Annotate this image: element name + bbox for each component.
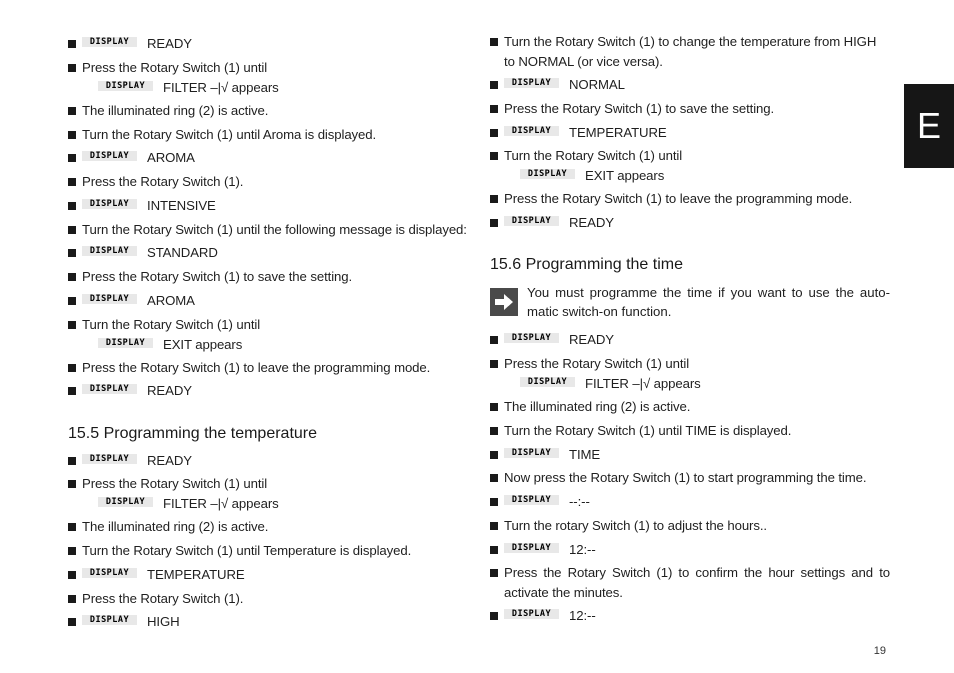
display-label-icon: DISPLAY: [504, 448, 559, 458]
bullet-square-icon: [68, 249, 76, 257]
display-label-icon: DISPLAY: [504, 78, 559, 88]
bullet-square-icon: [68, 154, 76, 162]
item-text: [490, 563, 890, 603]
item-text: [490, 540, 890, 560]
item-text: [68, 589, 468, 609]
item-text: [490, 99, 890, 119]
display-readout-item: [68, 34, 468, 54]
instruction-text: Turn the Rotary Switch (1) until TIME is displayed.: [504, 423, 792, 438]
bullet-square-icon: [68, 321, 76, 329]
instruction-item: [490, 397, 890, 417]
display-value: 12:--: [569, 542, 596, 557]
display-readout-item: [68, 243, 468, 263]
display-value: READY: [569, 215, 614, 230]
item-text: [68, 34, 468, 54]
item-text: [68, 315, 468, 355]
display-value: AROMA: [147, 293, 195, 308]
display-label-icon: DISPLAY: [98, 497, 153, 507]
instruction-item: [68, 220, 468, 240]
instruction-item: [490, 189, 890, 209]
display-readout-item: [490, 492, 890, 512]
display-label-icon: DISPLAY: [82, 615, 137, 625]
instruction-item: [68, 267, 468, 287]
item-text: [490, 421, 890, 441]
display-value: INTENSIVE: [147, 198, 216, 213]
bullet-square-icon: [68, 457, 76, 465]
bullet-square-icon: [490, 336, 498, 344]
instruction-item: [490, 354, 890, 394]
display-value: STANDARD: [147, 245, 218, 260]
instruction-text: Press the Rotary Switch (1) to save the setting.: [504, 101, 775, 116]
instruction-text: Press the Rotary Switch (1).: [82, 591, 244, 606]
item-text: [68, 565, 468, 585]
bullet-square-icon: [490, 360, 498, 368]
display-readout-item: [68, 565, 468, 585]
bullet-square-icon: [68, 523, 76, 531]
display-value: TEMPERATURE: [569, 125, 667, 140]
instruction-text: Turn the Rotary Switch (1) until Temperature is displayed.: [82, 543, 412, 558]
display-value: READY: [147, 383, 192, 398]
item-text: [68, 125, 468, 145]
display-readout: [82, 335, 468, 355]
instruction-text: Turn the Rotary Switch (1) until: [504, 148, 683, 163]
instruction-text: Press the Rotary Switch (1) until: [504, 356, 690, 371]
bullet-square-icon: [490, 522, 498, 530]
instruction-text: Turn the Rotary Switch (1) to change the temperature from HIGH to NORMAL (or vice versa).: [504, 34, 877, 69]
bullet-square-icon: [68, 178, 76, 186]
instruction-item: [68, 517, 468, 537]
display-readout-item: [490, 540, 890, 560]
bullet-square-icon: [68, 273, 76, 281]
instruction-text: Press the Rotary Switch (1) to save the setting.: [82, 269, 353, 284]
instruction-text: The illuminated ring (2) is active.: [504, 399, 691, 414]
instruction-text: Turn the Rotary Switch (1) until: [82, 317, 261, 332]
item-text: [68, 243, 468, 263]
bullet-square-icon: [68, 107, 76, 115]
bullet-square-icon: [490, 38, 498, 46]
display-value: READY: [569, 332, 614, 347]
display-value: READY: [147, 453, 192, 468]
instruction-text: Press the Rotary Switch (1) to leave the programming mode.: [82, 360, 431, 375]
page-number: 19: [873, 645, 886, 657]
instruction-item: [490, 421, 890, 441]
instruction-text: Press the Rotary Switch (1) until: [82, 60, 268, 75]
item-text: [490, 330, 890, 350]
item-text: [68, 381, 468, 401]
display-label-icon: DISPLAY: [82, 37, 137, 47]
item-text: [68, 474, 468, 514]
display-label-icon: DISPLAY: [82, 568, 137, 578]
bullet-square-icon: [490, 152, 498, 160]
bullet-square-icon: [490, 219, 498, 227]
display-label-icon: DISPLAY: [504, 495, 559, 505]
instruction-text: Press the Rotary Switch (1) until: [82, 476, 268, 491]
bullet-square-icon: [490, 612, 498, 620]
item-text: [68, 220, 468, 240]
instruction-item: [490, 32, 890, 72]
display-label-icon: DISPLAY: [82, 294, 137, 304]
display-readout-item: [490, 123, 890, 143]
display-readout-item: [68, 148, 468, 168]
item-text: [68, 541, 468, 561]
display-readout-item: [68, 612, 468, 632]
display-value: FILTER –|√ appears: [163, 496, 279, 511]
display-value: EXIT appears: [163, 337, 243, 352]
bullet-square-icon: [490, 474, 498, 482]
display-label-icon: DISPLAY: [82, 151, 137, 161]
bullet-square-icon: [490, 546, 498, 554]
display-value: EXIT appears: [585, 168, 665, 183]
display-label-icon: DISPLAY: [98, 81, 153, 91]
bullet-square-icon: [490, 569, 498, 577]
item-text: [68, 58, 468, 98]
item-text: [68, 148, 468, 168]
bullet-square-icon: [68, 202, 76, 210]
bullet-square-icon: [490, 195, 498, 203]
instruction-text: Turn the rotary Switch (1) to adjust the hours..: [504, 518, 767, 533]
bullet-square-icon: [68, 131, 76, 139]
display-label-icon: DISPLAY: [520, 377, 575, 387]
item-text: [68, 172, 468, 192]
instruction-item: [490, 146, 890, 186]
item-text: [68, 267, 468, 287]
display-value: --:--: [569, 494, 590, 509]
arrow-right-icon: [490, 288, 518, 316]
instruction-text: The illuminated ring (2) is active.: [82, 103, 269, 118]
item-text: [68, 612, 468, 632]
instruction-item: [68, 474, 468, 514]
display-label-icon: DISPLAY: [504, 333, 559, 343]
bullet-square-icon: [68, 297, 76, 305]
instruction-item: [490, 516, 890, 536]
bullet-square-icon: [490, 129, 498, 137]
item-text: [490, 397, 890, 417]
item-text: [490, 516, 890, 536]
display-value: TEMPERATURE: [147, 567, 245, 582]
bullet-square-icon: [490, 498, 498, 506]
info-note: [490, 283, 890, 321]
instruction-item: [68, 589, 468, 609]
display-readout-item: [490, 75, 890, 95]
display-value: HIGH: [147, 614, 180, 629]
display-label-icon: DISPLAY: [82, 199, 137, 209]
instruction-text: Now press the Rotary Switch (1) to start programming the time.: [504, 470, 867, 485]
item-text: [490, 606, 890, 626]
item-text: [490, 445, 890, 465]
section-heading-temperature: 15.5 Programming the temperature: [68, 425, 318, 442]
item-text: [68, 517, 468, 537]
display-label-icon: DISPLAY: [504, 609, 559, 619]
bullet-square-icon: [68, 226, 76, 234]
item-text: [490, 32, 890, 72]
instruction-text: Press the Rotary Switch (1) to confirm the hour settings and to activate the minutes.: [504, 565, 890, 600]
bullet-square-icon: [68, 387, 76, 395]
item-text: [490, 354, 890, 394]
display-readout-item: [490, 330, 890, 350]
item-text: [490, 123, 890, 143]
instruction-item: [68, 541, 468, 561]
item-text: [490, 492, 890, 512]
display-value: FILTER –|√ appears: [163, 80, 279, 95]
display-readout: [504, 166, 890, 186]
display-value: FILTER –|√ appears: [585, 376, 701, 391]
bullet-square-icon: [68, 595, 76, 603]
item-text: [490, 189, 890, 209]
instruction-item: [68, 358, 468, 378]
item-text: [68, 451, 468, 471]
instruction-text: Press the Rotary Switch (1) to leave the programming mode.: [504, 191, 853, 206]
bullet-square-icon: [68, 480, 76, 488]
instruction-item: [68, 315, 468, 355]
display-readout-item: [68, 451, 468, 471]
display-readout-item: [490, 606, 890, 626]
item-text: [490, 468, 890, 488]
bullet-square-icon: [68, 364, 76, 372]
instruction-item: [68, 172, 468, 192]
item-text: [490, 213, 890, 233]
bullet-square-icon: [68, 618, 76, 626]
bullet-square-icon: [490, 451, 498, 459]
bullet-square-icon: [68, 547, 76, 555]
display-label-icon: DISPLAY: [98, 338, 153, 348]
display-readout-item: [490, 213, 890, 233]
bullet-square-icon: [490, 403, 498, 411]
display-label-icon: DISPLAY: [82, 384, 137, 394]
item-text: [490, 146, 890, 186]
display-readout: [504, 374, 890, 394]
item-text: [68, 196, 468, 216]
bullet-square-icon: [68, 571, 76, 579]
display-value: TIME: [569, 447, 601, 462]
display-readout-item: [68, 196, 468, 216]
instruction-item: [68, 58, 468, 98]
bullet-square-icon: [490, 81, 498, 89]
display-value: AROMA: [147, 150, 195, 165]
item-text: [68, 101, 468, 121]
note-text: You must programme the time if you want to use the auto-matic switch-on function.: [527, 285, 890, 319]
instruction-item: [490, 468, 890, 488]
bullet-square-icon: [490, 427, 498, 435]
instruction-item: [68, 125, 468, 145]
display-readout-item: [490, 445, 890, 465]
display-readout-item: [68, 381, 468, 401]
instruction-text: Press the Rotary Switch (1).: [82, 174, 244, 189]
display-readout: [82, 78, 468, 98]
display-label-icon: DISPLAY: [520, 169, 575, 179]
instruction-item: [68, 101, 468, 121]
section-tab: E: [904, 84, 954, 168]
instruction-item: [490, 99, 890, 119]
display-value: NORMAL: [569, 77, 625, 92]
bullet-square-icon: [68, 64, 76, 72]
instruction-item: [490, 563, 890, 603]
display-label-icon: DISPLAY: [82, 454, 137, 464]
display-readout: [82, 494, 468, 514]
item-text: [68, 358, 468, 378]
bullet-square-icon: [490, 105, 498, 113]
display-label-icon: DISPLAY: [82, 246, 137, 256]
display-label-icon: DISPLAY: [504, 543, 559, 553]
display-value: READY: [147, 36, 192, 51]
display-value: 12:--: [569, 608, 596, 623]
instruction-text: The illuminated ring (2) is active.: [82, 519, 269, 534]
instruction-text: Turn the Rotary Switch (1) until the following message is displayed:: [82, 222, 467, 237]
item-text: [68, 291, 468, 311]
instruction-text: Turn the Rotary Switch (1) until Aroma is displayed.: [82, 127, 377, 142]
display-readout-item: [68, 291, 468, 311]
section-heading-time: 15.6 Programming the time: [490, 256, 683, 273]
item-text: [490, 75, 890, 95]
display-label-icon: DISPLAY: [504, 216, 559, 226]
display-label-icon: DISPLAY: [504, 126, 559, 136]
bullet-square-icon: [68, 40, 76, 48]
